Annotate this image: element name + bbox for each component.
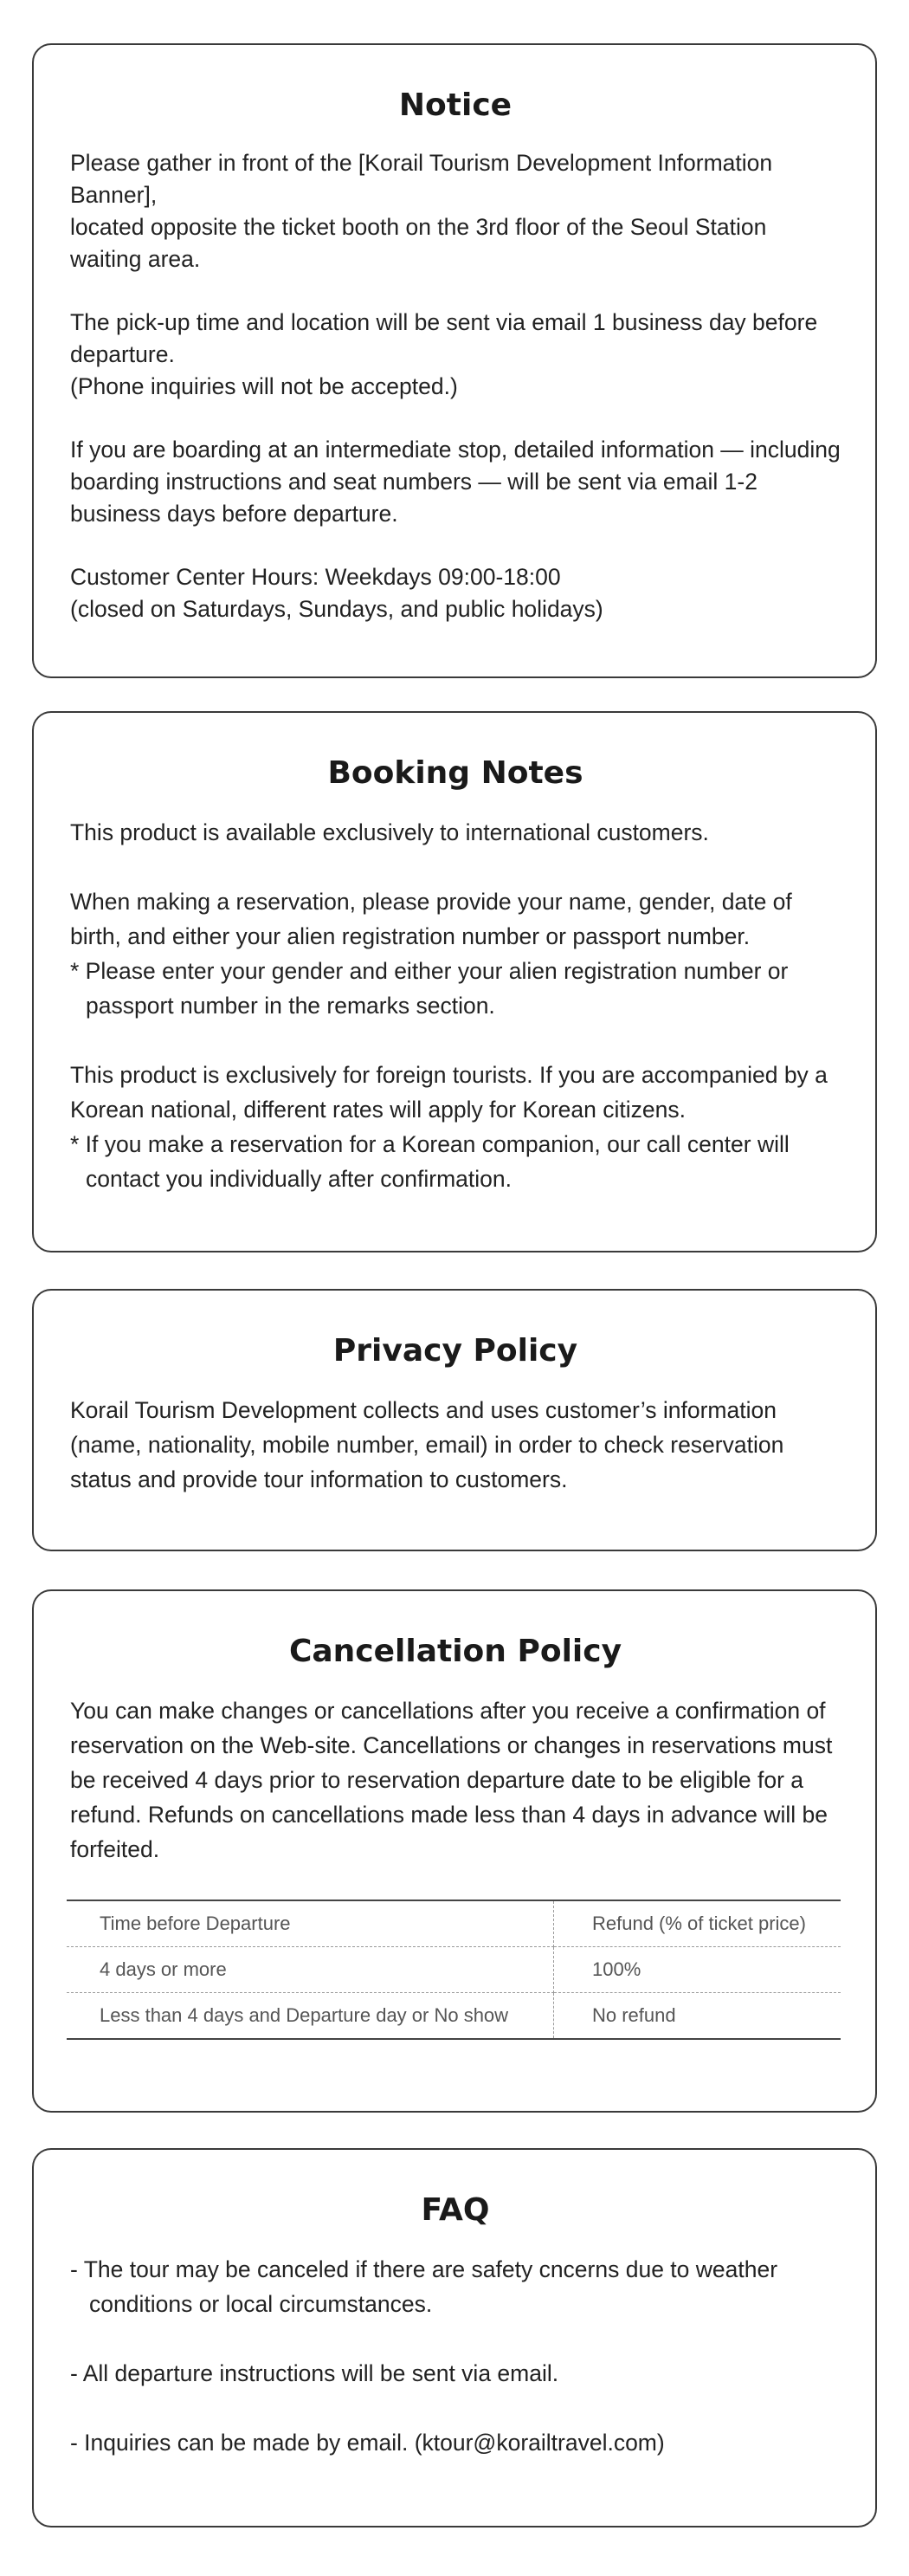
booking-notes-title: Booking Notes [327,755,583,791]
privacy-policy-title: Privacy Policy [332,1333,578,1369]
notice-line: The pick-up time and location will be sent via email 1 business day before departure. [70,309,818,367]
notice-title: Notice [398,87,513,123]
booking-info-text: When making a reservation, please provide your name, gender, date of birth, and either your alien registration number or passport number. [70,889,792,949]
table-row [67,1947,841,1993]
cancellation-policy-card [32,1589,877,2113]
notice-line: Customer Center Hours: Weekdays 09:00-18:00 [70,564,561,590]
faq-item: - All departure instructions will be sent via email. [70,2360,559,2386]
notice-line: located opposite the ticket booth on the 3rd floor of the Seoul Station waiting area. [70,214,767,272]
privacy-policy-text: Korail Tourism Development collects and uses customer’s information (name, nationality, mobile number, email) in order to check reservation status and provide tour information to customers. [70,1397,784,1492]
table-cell: 4 days or more [67,1947,554,1993]
notice-intermediate-stop-text: If you are boarding at an intermediate stop, detailed information — including boarding instructions and seat numbers — will be sent via email 1-2 business days before departure. [70,437,841,527]
cancellation-policy-title: Cancellation Policy [288,1634,622,1669]
table-header-row [67,1900,841,1947]
table-cell: Less than 4 days and Departure day or No show [67,1993,554,2040]
cancellation-policy-text: You can make changes or cancellations after you receive a confirmation of reservation on the Web-site. Cancellations or changes in reservations must be received 4 days prior to reservation departure date to be eligible for a refund. Refunds on cancellations made less than 4 days in advance will be forfeited. [70,1698,833,1862]
table-row [67,1993,841,2040]
booking-intro-text: This product is available exclusively to international customers. [70,819,709,845]
booking-foreigners-text: This product is exclusively for foreign tourists. If you are accompanied by a Korean national, different rates will apply for Korean citizens. [70,1062,828,1123]
booking-notes-card [32,711,877,1252]
notice-card [32,43,877,678]
faq-card [32,2148,877,2527]
refund-table [67,1900,841,2040]
faq-title: FAQ [421,2192,490,2228]
faq-item: - The tour may be canceled if there are safety cncerns due to weather conditions or local circumstances. [70,2256,778,2317]
notice-line: (closed on Saturdays, Sundays, and public holidays) [70,596,603,622]
notice-hours-text [70,561,841,625]
faq-item: - Inquiries can be made by email. (ktour@korailtravel.com) [70,2430,665,2456]
privacy-policy-card [32,1289,877,1551]
notice-location-text [70,147,841,275]
notice-line: (Phone inquiries will not be accepted.) [70,373,458,399]
table-header-cell: Refund (% of ticket price) [554,1900,841,1947]
booking-companion-note: * If you make a reservation for a Korean companion, our call center will contact you individually after confirmation. [70,1131,790,1192]
table-cell: No refund [554,1993,841,2040]
booking-remarks-note: * Please enter your gender and either your alien registration number or passport number in the remarks section. [70,958,789,1019]
table-cell: 100% [554,1947,841,1993]
table-header-cell: Time before Departure [67,1900,554,1947]
notice-pickup-text [70,307,841,403]
notice-line: Please gather in front of the [Korail Tourism Development Information Banner], [70,150,773,208]
